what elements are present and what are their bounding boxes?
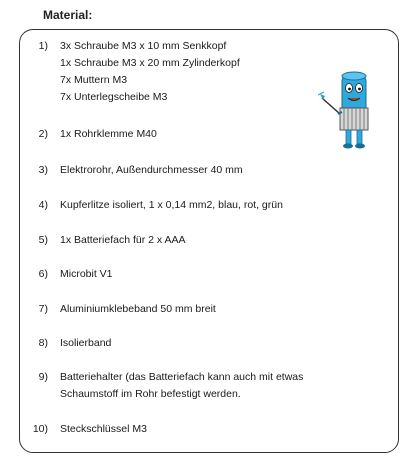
item-number: 6): [38, 268, 48, 280]
item-text: 1x Rohrklemme M40: [60, 128, 157, 140]
item-number: 9): [38, 371, 48, 383]
item-number: 1): [38, 40, 48, 52]
item-text: 3x Schraube M3 x 10 mm Senkkopf: [60, 40, 227, 52]
item-number: 4): [38, 199, 48, 211]
item-text: Aluminiumklebeband 50 mm breit: [60, 303, 216, 315]
item-text: 1x Batteriefach für 2 x AAA: [60, 234, 186, 246]
item-text: Isolierband: [60, 337, 112, 349]
item-text: Microbit V1: [60, 268, 113, 280]
item-number: 2): [38, 128, 48, 140]
item-text: Kupferlitze isoliert, 1 x 0,14 mm2, blau, rot, grün: [60, 199, 283, 211]
item-number: 8): [38, 337, 48, 349]
robot-mascot-icon: [318, 68, 386, 156]
item-text: Elektrorohr, Außendurchmesser 40 mm: [60, 164, 243, 176]
item-text: Steckschlüssel M3: [60, 423, 147, 435]
item-number: 5): [38, 234, 48, 246]
item-number: 7): [38, 303, 48, 315]
item-text: Batteriehalter (das Batteriefach kann auch mit etwas: [60, 371, 304, 383]
item-text: 7x Muttern M3: [60, 74, 128, 86]
page-heading: Material:: [43, 8, 93, 22]
item-number: 10): [32, 423, 48, 435]
item-text: Schaumstoff im Rohr befestigt werden.: [60, 388, 241, 400]
item-text: 7x Unterlegscheibe M3: [60, 91, 168, 103]
item-text: 1x Schraube M3 x 20 mm Zylinderkopf: [60, 57, 240, 69]
item-number: 3): [38, 164, 48, 176]
